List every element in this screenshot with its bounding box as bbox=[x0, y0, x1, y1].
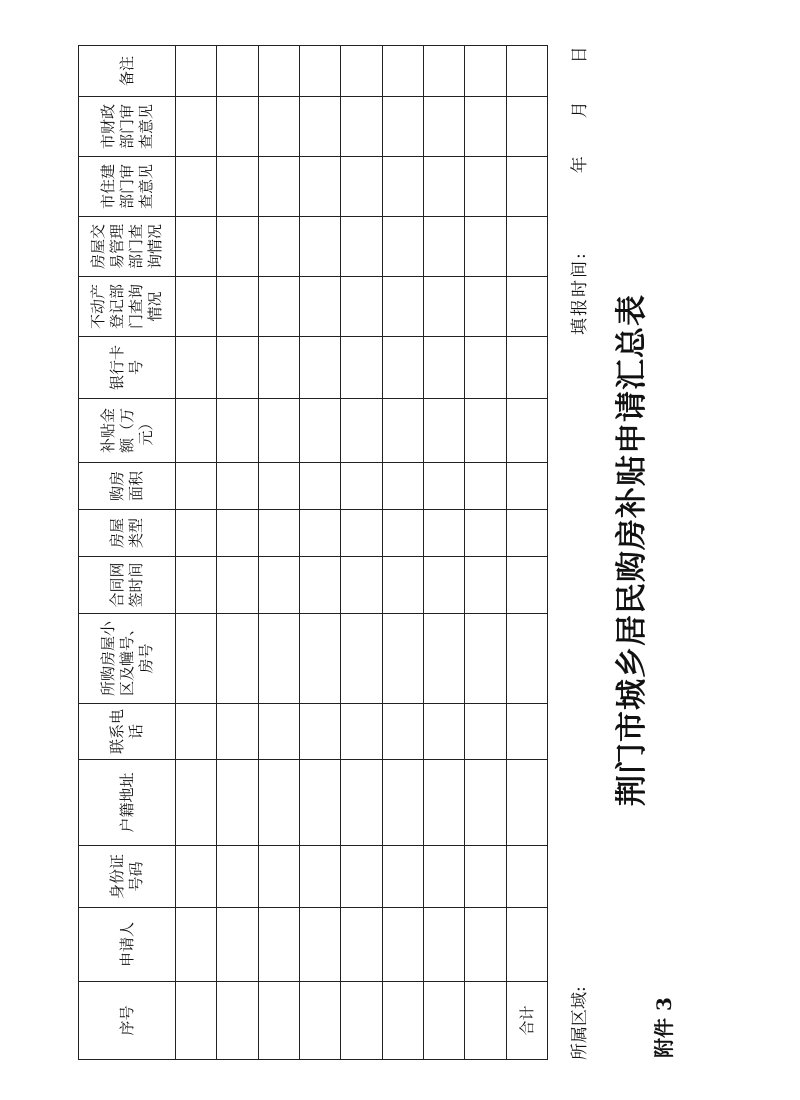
table-cell[interactable] bbox=[299, 463, 340, 510]
table-cell[interactable] bbox=[341, 217, 382, 277]
table-row bbox=[341, 46, 382, 1060]
table-cell[interactable] bbox=[258, 510, 299, 557]
table-cell[interactable] bbox=[258, 337, 299, 399]
table-cell[interactable] bbox=[506, 157, 547, 217]
table-cell[interactable] bbox=[341, 46, 382, 97]
region-label: 所属区域: bbox=[570, 986, 590, 1060]
table-cell[interactable] bbox=[382, 46, 423, 97]
table-cell[interactable] bbox=[382, 277, 423, 337]
table-cell[interactable] bbox=[217, 704, 258, 760]
table-cell[interactable] bbox=[299, 337, 340, 399]
table-cell[interactable] bbox=[341, 760, 382, 846]
table-cell[interactable] bbox=[506, 557, 547, 614]
table-cell[interactable] bbox=[217, 399, 258, 463]
table-cell[interactable] bbox=[176, 46, 217, 97]
table-cell[interactable] bbox=[258, 97, 299, 157]
table-cell[interactable] bbox=[258, 908, 299, 982]
table-cell[interactable] bbox=[341, 982, 382, 1060]
total-row bbox=[506, 46, 547, 1060]
header-cell: 市住建 部门审 查意见 bbox=[79, 157, 176, 217]
table-cell[interactable] bbox=[299, 760, 340, 846]
table-cell[interactable] bbox=[258, 760, 299, 846]
table-cell[interactable] bbox=[258, 614, 299, 704]
table-cell[interactable] bbox=[423, 46, 464, 97]
table-cell[interactable] bbox=[341, 846, 382, 908]
table-cell[interactable] bbox=[423, 908, 464, 982]
table-cell[interactable] bbox=[465, 277, 506, 337]
table-cell[interactable] bbox=[217, 157, 258, 217]
table-cell[interactable] bbox=[341, 399, 382, 463]
table-cell[interactable] bbox=[465, 46, 506, 97]
table-cell[interactable] bbox=[382, 97, 423, 157]
table-cell[interactable] bbox=[382, 399, 423, 463]
table-cell[interactable] bbox=[217, 614, 258, 704]
table-cell[interactable] bbox=[341, 97, 382, 157]
table-cell[interactable] bbox=[217, 846, 258, 908]
header-cell: 房屋 类型 bbox=[79, 510, 176, 557]
table-cell[interactable] bbox=[299, 277, 340, 337]
table-cell[interactable] bbox=[382, 463, 423, 510]
table-cell[interactable] bbox=[423, 463, 464, 510]
table-cell[interactable] bbox=[423, 982, 464, 1060]
table-cell[interactable] bbox=[217, 510, 258, 557]
table-cell[interactable] bbox=[176, 463, 217, 510]
table-cell[interactable] bbox=[506, 510, 547, 557]
table-cell[interactable] bbox=[465, 908, 506, 982]
summary-table bbox=[78, 45, 548, 1060]
table-cell[interactable] bbox=[341, 157, 382, 217]
table-cell[interactable] bbox=[506, 46, 547, 97]
table-cell[interactable] bbox=[217, 217, 258, 277]
table-cell[interactable] bbox=[258, 704, 299, 760]
table-cell[interactable] bbox=[176, 846, 217, 908]
table-cell[interactable] bbox=[299, 704, 340, 760]
table-cell[interactable] bbox=[465, 704, 506, 760]
table-cell[interactable] bbox=[217, 46, 258, 97]
table-cell[interactable] bbox=[465, 399, 506, 463]
table-cell[interactable] bbox=[341, 510, 382, 557]
table-row bbox=[299, 46, 340, 1060]
total-label: 合计 bbox=[506, 982, 547, 1060]
table-cell[interactable] bbox=[382, 908, 423, 982]
header-cell: 联系电 话 bbox=[79, 704, 176, 760]
table-cell[interactable] bbox=[299, 510, 340, 557]
table-cell[interactable] bbox=[258, 157, 299, 217]
table-cell[interactable] bbox=[299, 614, 340, 704]
header-cell: 补贴金 额（万 元） bbox=[79, 399, 176, 463]
table-cell[interactable] bbox=[465, 157, 506, 217]
fill-date-label: 填报时间: bbox=[570, 251, 590, 335]
table-cell[interactable] bbox=[423, 846, 464, 908]
table-cell[interactable] bbox=[176, 704, 217, 760]
table-body bbox=[176, 46, 548, 1060]
header-cell: 合同网 签时间 bbox=[79, 557, 176, 614]
table-cell[interactable] bbox=[217, 463, 258, 510]
table-cell[interactable] bbox=[176, 557, 217, 614]
fill-date bbox=[565, 46, 590, 335]
table-cell[interactable] bbox=[506, 908, 547, 982]
table-cell[interactable] bbox=[217, 982, 258, 1060]
table-cell[interactable] bbox=[423, 510, 464, 557]
table-row bbox=[423, 46, 464, 1060]
header-cell: 房屋交 易管理 部门查 询情况 bbox=[79, 217, 176, 277]
table-cell[interactable] bbox=[176, 760, 217, 846]
table-cell[interactable] bbox=[465, 557, 506, 614]
table-cell[interactable] bbox=[341, 908, 382, 982]
document-title: 荆门市城乡居民购房补贴申请汇总表 bbox=[614, 294, 650, 806]
table-cell[interactable] bbox=[423, 97, 464, 157]
table-cell[interactable] bbox=[258, 399, 299, 463]
table-cell[interactable] bbox=[423, 157, 464, 217]
table-row bbox=[258, 46, 299, 1060]
table-cell[interactable] bbox=[465, 510, 506, 557]
table-cell[interactable] bbox=[382, 760, 423, 846]
table-cell[interactable] bbox=[465, 463, 506, 510]
table-row bbox=[465, 46, 506, 1060]
table-cell[interactable] bbox=[465, 614, 506, 704]
table-cell[interactable] bbox=[176, 908, 217, 982]
table-cell[interactable] bbox=[299, 982, 340, 1060]
header-cell: 所购房屋小 区及幢号、 房号 bbox=[79, 614, 176, 704]
header-cell: 申请人 bbox=[79, 908, 176, 982]
table-cell[interactable] bbox=[382, 217, 423, 277]
table-cell[interactable] bbox=[341, 277, 382, 337]
table-cell[interactable] bbox=[299, 846, 340, 908]
table-cell[interactable] bbox=[299, 157, 340, 217]
table-cell[interactable] bbox=[299, 217, 340, 277]
attachment-label: 附件 3 bbox=[652, 997, 676, 1058]
header-cell: 不动产 登记部 门查询 情况 bbox=[79, 277, 176, 337]
header-cell: 银行卡 号 bbox=[79, 337, 176, 399]
table-cell[interactable] bbox=[506, 704, 547, 760]
table-cell[interactable] bbox=[506, 846, 547, 908]
table-cell[interactable] bbox=[217, 760, 258, 846]
header-cell: 户籍地址 bbox=[79, 760, 176, 846]
fill-date-day: 日 bbox=[570, 46, 590, 64]
table-cell[interactable] bbox=[341, 557, 382, 614]
table-cell[interactable] bbox=[465, 337, 506, 399]
table-cell[interactable] bbox=[176, 337, 217, 399]
table-cell[interactable] bbox=[382, 337, 423, 399]
fill-date-month: 月 bbox=[570, 101, 590, 119]
table-row bbox=[382, 46, 423, 1060]
table-cell[interactable] bbox=[382, 704, 423, 760]
table-cell[interactable] bbox=[258, 846, 299, 908]
table-cell[interactable] bbox=[506, 337, 547, 399]
table-cell[interactable] bbox=[341, 614, 382, 704]
table-cell[interactable] bbox=[258, 982, 299, 1060]
table-cell[interactable] bbox=[299, 908, 340, 982]
header-cell: 市财政 部门审 查意见 bbox=[79, 97, 176, 157]
table-cell[interactable] bbox=[423, 557, 464, 614]
table-cell[interactable] bbox=[299, 46, 340, 97]
table-cell[interactable] bbox=[423, 760, 464, 846]
table-cell[interactable] bbox=[341, 704, 382, 760]
table-cell[interactable] bbox=[258, 217, 299, 277]
table-cell[interactable] bbox=[423, 277, 464, 337]
table-cell[interactable] bbox=[217, 337, 258, 399]
table-cell[interactable] bbox=[506, 614, 547, 704]
table-cell[interactable] bbox=[176, 614, 217, 704]
table-cell[interactable] bbox=[258, 557, 299, 614]
table-cell[interactable] bbox=[341, 337, 382, 399]
table-cell[interactable] bbox=[217, 557, 258, 614]
table-cell[interactable] bbox=[506, 97, 547, 157]
table-cell[interactable] bbox=[423, 337, 464, 399]
table-cell[interactable] bbox=[382, 846, 423, 908]
table-cell[interactable] bbox=[423, 704, 464, 760]
header-cell: 购房 面积 bbox=[79, 463, 176, 510]
table-cell[interactable] bbox=[423, 217, 464, 277]
table-cell[interactable] bbox=[465, 97, 506, 157]
table-cell[interactable] bbox=[258, 46, 299, 97]
table-cell[interactable] bbox=[465, 760, 506, 846]
table-cell[interactable] bbox=[341, 463, 382, 510]
table-row bbox=[176, 46, 217, 1060]
table-cell[interactable] bbox=[176, 510, 217, 557]
table-cell[interactable] bbox=[465, 217, 506, 277]
table-cell[interactable] bbox=[465, 846, 506, 908]
table-cell[interactable] bbox=[423, 399, 464, 463]
table-cell[interactable] bbox=[217, 908, 258, 982]
table-cell[interactable] bbox=[382, 557, 423, 614]
table-cell[interactable] bbox=[258, 277, 299, 337]
fill-date-year: 年 bbox=[570, 156, 590, 174]
table-cell[interactable] bbox=[506, 463, 547, 510]
table-cell[interactable] bbox=[176, 399, 217, 463]
header-cell: 备注 bbox=[79, 46, 176, 97]
table-cell[interactable] bbox=[299, 97, 340, 157]
table-cell[interactable] bbox=[382, 510, 423, 557]
table-cell[interactable] bbox=[258, 463, 299, 510]
table-cell[interactable] bbox=[176, 982, 217, 1060]
header-cell: 序号 bbox=[79, 982, 176, 1060]
table-cell[interactable] bbox=[506, 217, 547, 277]
table-cell[interactable] bbox=[176, 217, 217, 277]
table-cell[interactable] bbox=[217, 97, 258, 157]
table-row bbox=[217, 46, 258, 1060]
table-cell[interactable] bbox=[465, 982, 506, 1060]
table-cell[interactable] bbox=[382, 614, 423, 704]
table-cell[interactable] bbox=[382, 157, 423, 217]
table-cell[interactable] bbox=[382, 982, 423, 1060]
table-cell[interactable] bbox=[217, 277, 258, 337]
table-cell[interactable] bbox=[299, 399, 340, 463]
table-cell[interactable] bbox=[506, 399, 547, 463]
table-cell[interactable] bbox=[176, 157, 217, 217]
table-cell[interactable] bbox=[506, 277, 547, 337]
table-cell[interactable] bbox=[506, 760, 547, 846]
table-cell[interactable] bbox=[176, 97, 217, 157]
table-header-row bbox=[79, 46, 176, 1060]
table-cell[interactable] bbox=[299, 557, 340, 614]
table-cell[interactable] bbox=[423, 614, 464, 704]
table-cell[interactable] bbox=[176, 277, 217, 337]
header-cell: 身份证 号码 bbox=[79, 846, 176, 908]
